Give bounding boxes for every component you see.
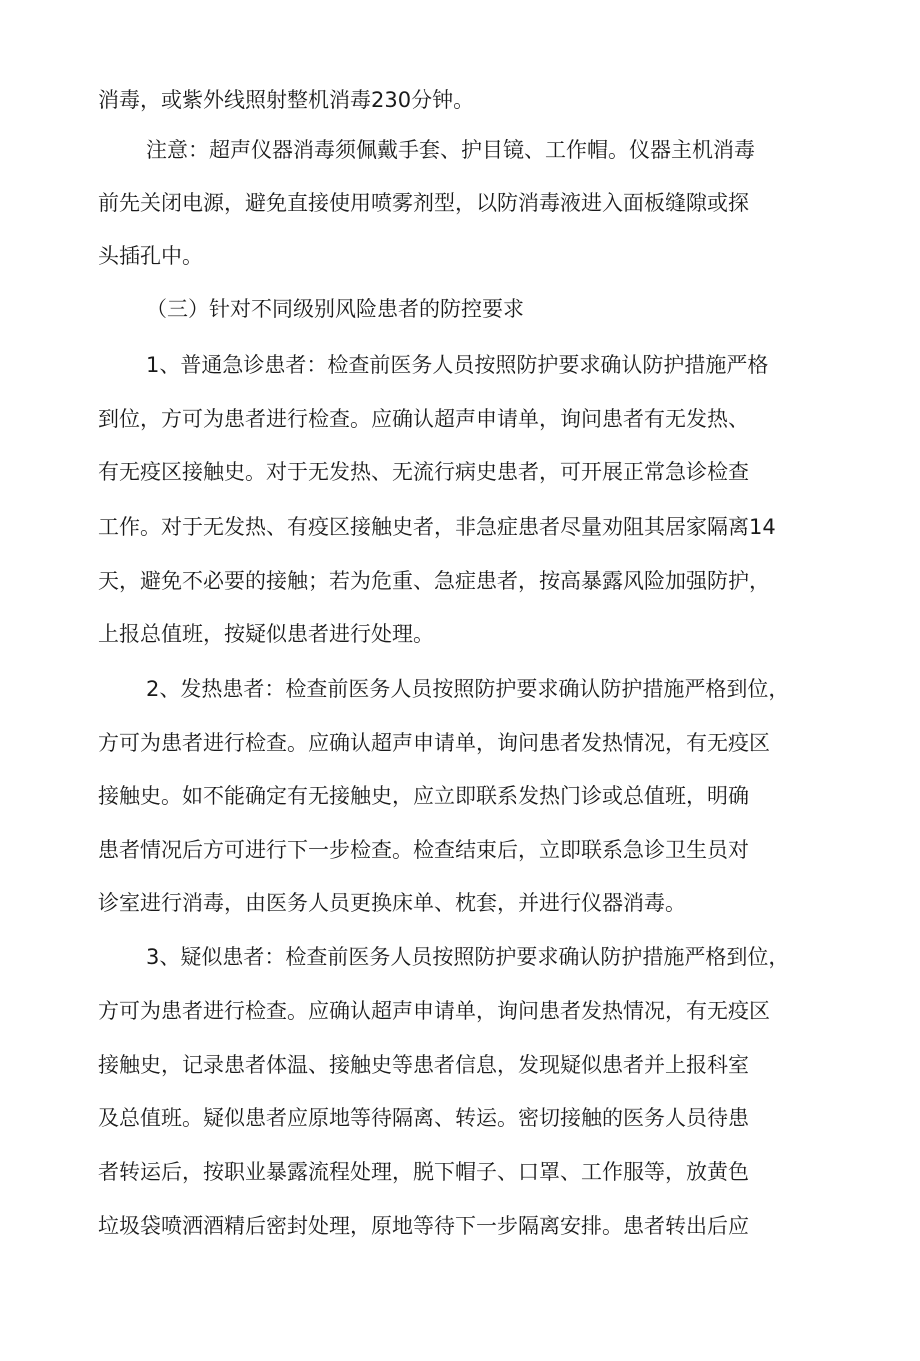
text-line: 3、疑似患者：检查前医务人员按照防护要求确认防护措施严格到位， xyxy=(146,945,790,969)
text-line: 消毒，或紫外线照射整机消毒230分钟。 xyxy=(98,88,475,112)
section-heading: （三）针对不同级别风险患者的防控要求 xyxy=(146,297,524,321)
text-line: 头插孔中。 xyxy=(98,244,203,268)
text-line: 工作。对于无发热、有疫区接触史者，非急症患者尽量劝阻其居家隔离14 xyxy=(98,515,776,539)
text-line: 方可为患者进行检查。应确认超声申请单，询问患者发热情况，有无疫区 xyxy=(98,731,770,755)
text-line: 注意：超声仪器消毒须佩戴手套、护目镜、工作帽。仪器主机消毒 xyxy=(146,138,755,162)
text-line: 有无疫区接触史。对于无发热、无流行病史患者，可开展正常急诊检查 xyxy=(98,460,749,484)
text-line: 者转运后，按职业暴露流程处理，脱下帽子、口罩、工作服等，放黄色 xyxy=(98,1160,749,1184)
text-line: 垃圾袋喷洒酒精后密封处理，原地等待下一步隔离安排。患者转出后应 xyxy=(98,1214,749,1238)
text-line: 到位，方可为患者进行检查。应确认超声申请单，询问患者有无发热、 xyxy=(98,407,749,431)
text-line: 2、发热患者：检查前医务人员按照防护要求确认防护措施严格到位， xyxy=(146,677,790,701)
text-line: 天，避免不必要的接触；若为危重、急症患者，按高暴露风险加强防护， xyxy=(98,569,770,593)
text-line: 及总值班。疑似患者应原地等待隔离、转运。密切接触的医务人员待患 xyxy=(98,1106,749,1130)
text-line: 诊室进行消毒，由医务人员更换床单、枕套，并进行仪器消毒。 xyxy=(98,891,686,915)
text-line: 1、普通急诊患者：检查前医务人员按照防护要求确认防护措施严格 xyxy=(146,353,769,377)
text-line: 患者情况后方可进行下一步检查。检查结束后，立即联系急诊卫生员对 xyxy=(98,838,749,862)
text-line: 前先关闭电源，避免直接使用喷雾剂型，以防消毒液进入面板缝隙或探 xyxy=(98,191,749,215)
text-line: 接触史。如不能确定有无接触史，应立即联系发热门诊或总值班，明确 xyxy=(98,784,749,808)
text-line: 方可为患者进行检查。应确认超声申请单，询问患者发热情况，有无疫区 xyxy=(98,999,770,1023)
text-line: 接触史，记录患者体温、接触史等患者信息，发现疑似患者并上报科室 xyxy=(98,1053,749,1077)
text-line: 上报总值班，按疑似患者进行处理。 xyxy=(98,622,434,646)
